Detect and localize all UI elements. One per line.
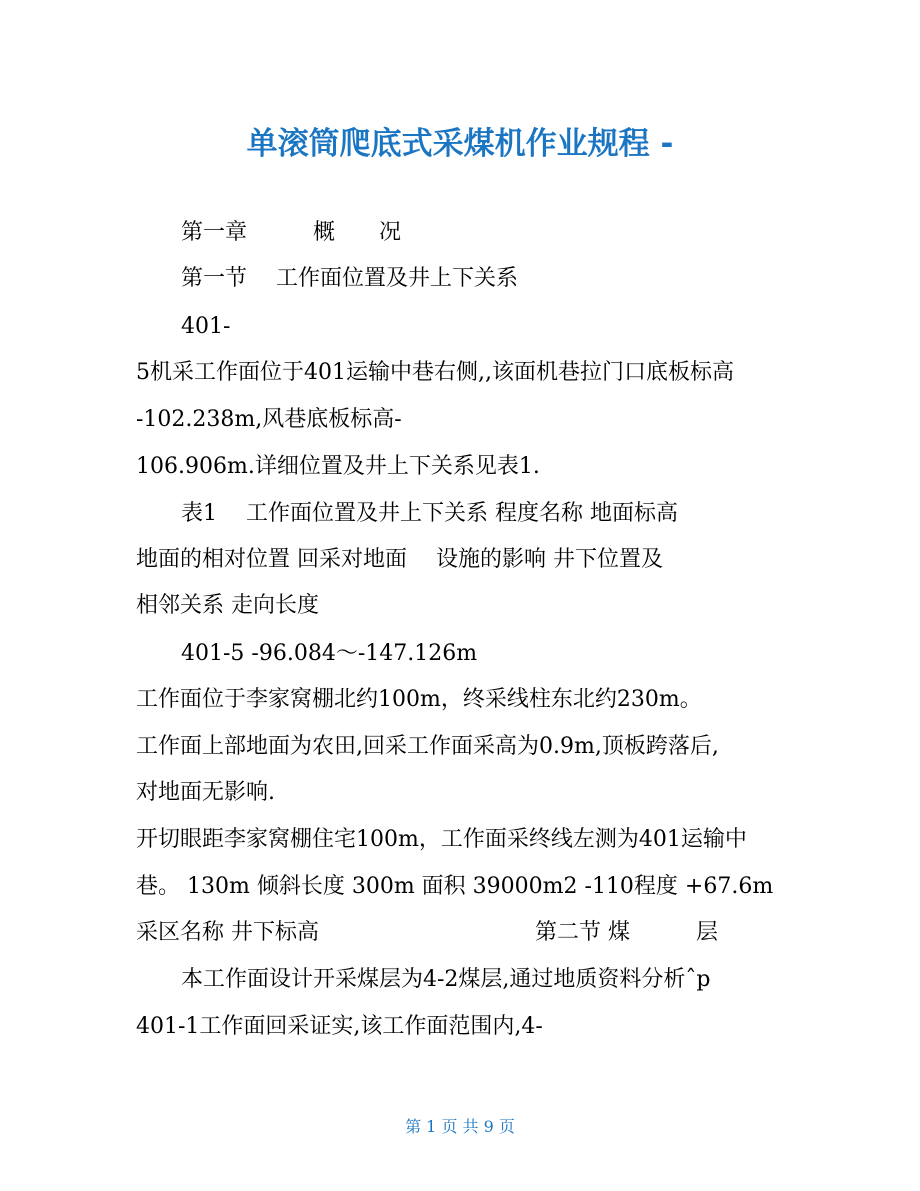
section-heading: 第二节 煤 层 <box>535 920 718 945</box>
body-line: 401-5 -96.084～-147.126m <box>181 641 478 666</box>
table-caption: 表1 工作面位置及井上下关系 程度名称 地面标高 <box>181 501 678 526</box>
body-line: 工作面位于李家窝棚北约100m，终采线柱东北约230m。 <box>136 687 702 712</box>
body-line: 开切眼距李家窝棚住宅100m，工作面采终线左测为401运输中 <box>136 827 747 852</box>
body-line: 巷。 130m 倾斜长度 300m 面积 39000m2 -110程度 +67.6m <box>136 874 774 899</box>
chapter-heading: 第一章 概 况 <box>181 220 402 245</box>
body-line: -102.238m,风巷底板标高- <box>136 407 402 432</box>
body-line: 本工作面设计开采煤层为4-2煤层,通过地质资料分析ˆp <box>181 967 711 992</box>
section-heading: 第一节 工作面位置及井上下关系 <box>181 266 518 291</box>
page-indicator: 第 1 页 共 9 页 <box>405 1117 515 1136</box>
body-line: 401- <box>181 314 231 339</box>
document-title: 单滚筒爬底式采煤机作业规程 - <box>246 126 674 162</box>
body-line: 5机采工作面位于401运输中巷右侧,,该面机巷拉门口底板标高 <box>136 360 734 385</box>
body-line: 对地面无影响. <box>136 780 275 805</box>
body-line: 106.906m.详细位置及井上下关系见表1. <box>136 454 540 479</box>
body-line: 采区名称 井下标高 <box>136 920 319 945</box>
body-line: 地面的相对位置 回采对地面 设施的影响 井下位置及 <box>136 547 663 572</box>
body-line: 401-1工作面回采证实,该工作面范围内,4- <box>136 1014 543 1039</box>
body-line: 工作面上部地面为农田,回采工作面采高为0.9m,顶板跨落后, <box>136 734 719 759</box>
body-line: 相邻关系 走向长度 <box>136 593 319 618</box>
